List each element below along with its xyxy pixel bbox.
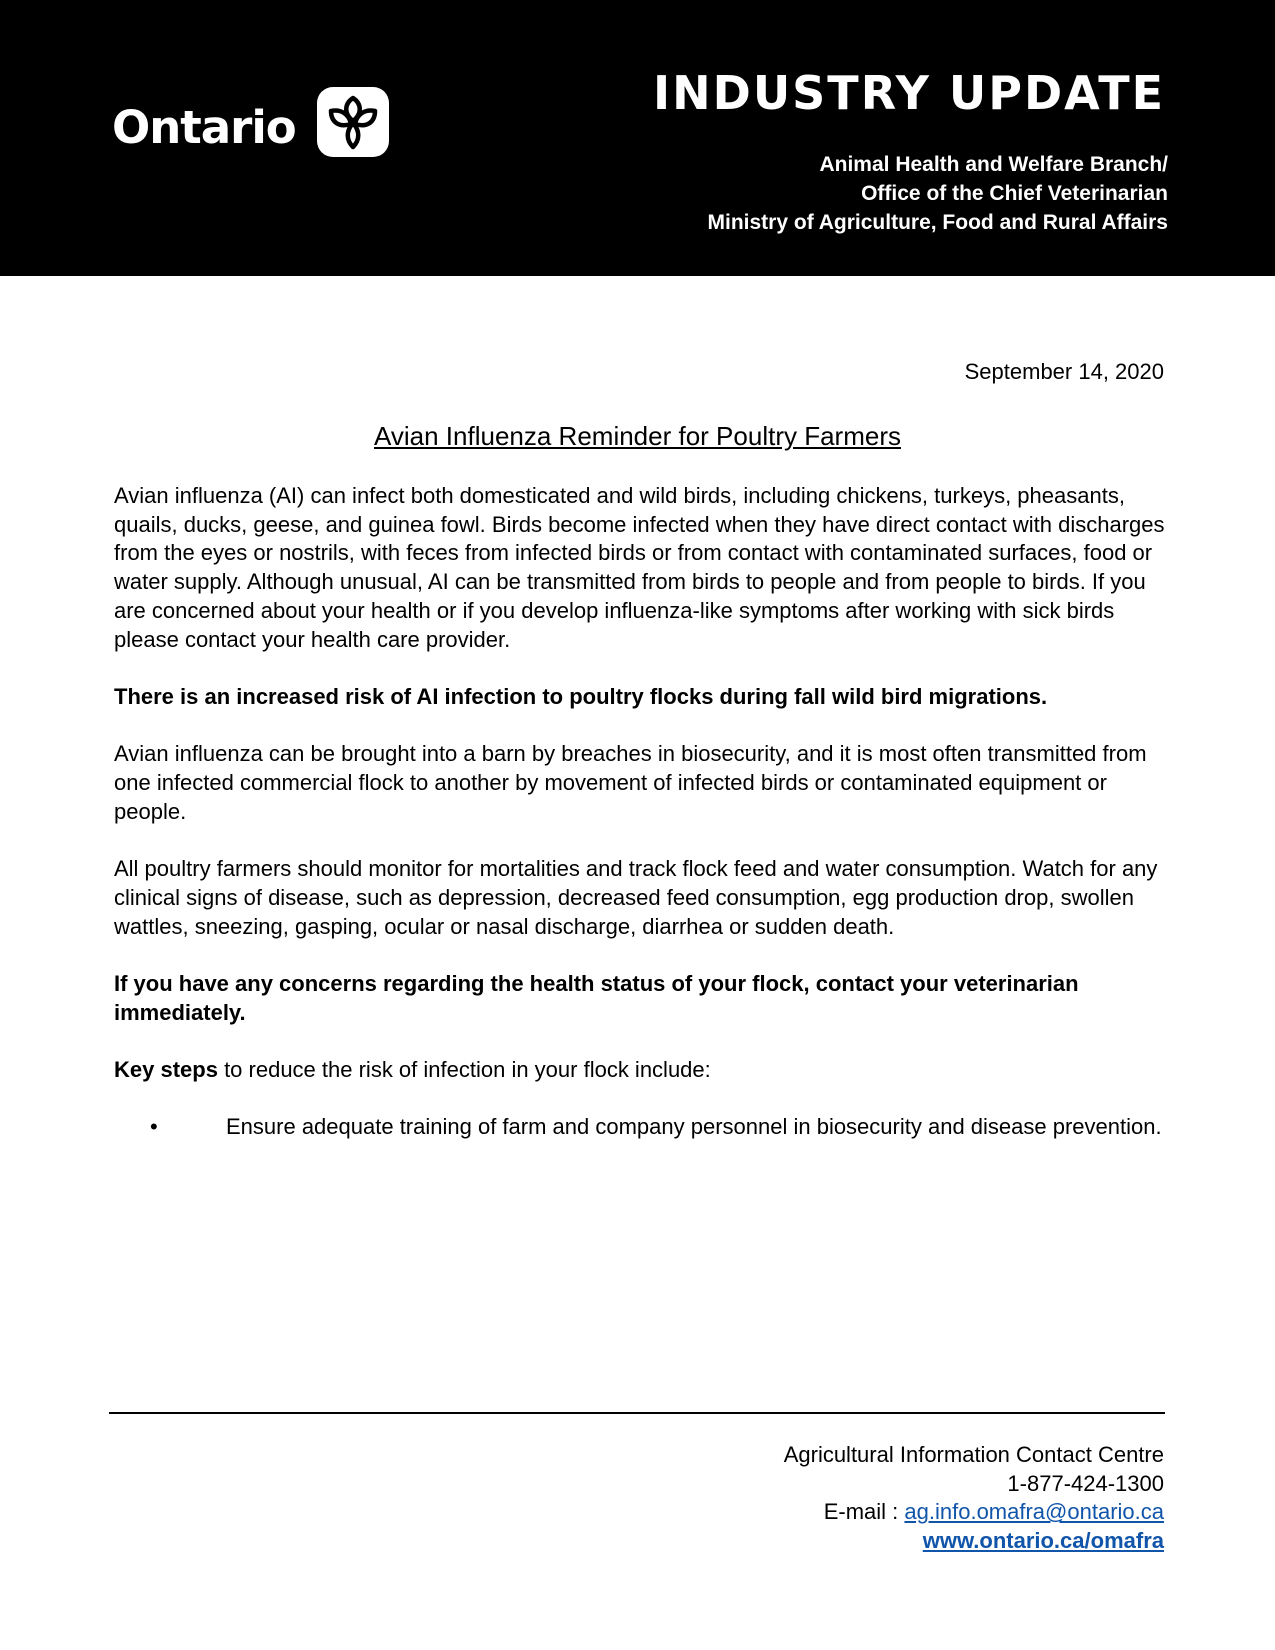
ontario-trillium-icon [317,87,389,157]
key-steps-text: to reduce the risk of infection in your flock include: [217,1056,711,1082]
branch-line: Office of the Chief Veterinarian [861,182,1168,205]
key-steps-list [114,1113,1174,1142]
document-title: Avian Influenza Reminder for Poultry Farmers [374,421,901,451]
contact-email-row [784,1498,1164,1527]
key-steps-intro [114,1056,1174,1085]
branch-line: Animal Health and Welfare Branch/ [819,153,1168,176]
header-banner [0,0,1275,276]
email-label: E-mail : [823,1499,905,1525]
contact-footer [784,1441,1164,1556]
industry-update-title: INDUSTRY UPDATE [653,66,1165,120]
branch-info [708,150,1168,237]
contact-centre: Agricultural Information Contact Centre [783,1442,1164,1467]
paragraph: All poultry farmers should monitor for mortalities and track flock feed and water consumption. Watch for any clinical signs of disease, such as depression, decreased feed consumption, egg production drop, swollen wattles, sneezing, gasping, ocular or nasal discharge, diarrhea or sudden death. [114,856,1158,939]
branch-line: Ministry of Agriculture, Food and Rural Affairs [707,211,1168,234]
bold-notice: If you have any concerns regarding the health status of your flock, contact your veterinarian immediately. [114,970,1079,1025]
paragraph: Avian influenza (AI) can infect both domesticated and wild birds, including chickens, turkeys, pheasants, quails, ducks, geese, and guinea fowl. Birds become infected when they have direct contact with discharges from the eyes or nostrils, with feces from infected birds or from contact with contaminated surfaces, food or water supply. Although unusual, AI can be transmitted from birds to people and from people to birds. If you are concerned about your health or if you develop influenza-like symptoms after working with sick birds please contact your health care provider. [114,483,1165,652]
list-item [114,1113,1174,1142]
paragraph: Avian influenza can be brought into a barn by breaches in biosecurity, and it is most often transmitted from one infected commercial flock to another by movement of infected birds or contaminated equipment or people. [114,741,1147,824]
bullet-icon: • [150,1114,158,1140]
website-row [784,1527,1164,1556]
ontario-logo-text: Ontario [112,101,296,154]
website-link[interactable]: www.ontario.ca/omafra [922,1528,1164,1554]
document-date: September 14, 2020 [964,359,1164,384]
document-body [114,482,1174,1142]
contact-phone: 1-877-424-1300 [1007,1470,1164,1496]
footer-divider [109,1412,1165,1414]
key-steps-bold: Key steps [114,1056,218,1082]
bold-notice: There is an increased risk of AI infection to poultry flocks during fall wild bird migrations. [114,683,1048,709]
email-link[interactable]: ag.info.omafra@ontario.ca [904,1499,1164,1525]
list-item-text: Ensure adequate training of farm and company personnel in biosecurity and disease prevention. [226,1114,1162,1140]
